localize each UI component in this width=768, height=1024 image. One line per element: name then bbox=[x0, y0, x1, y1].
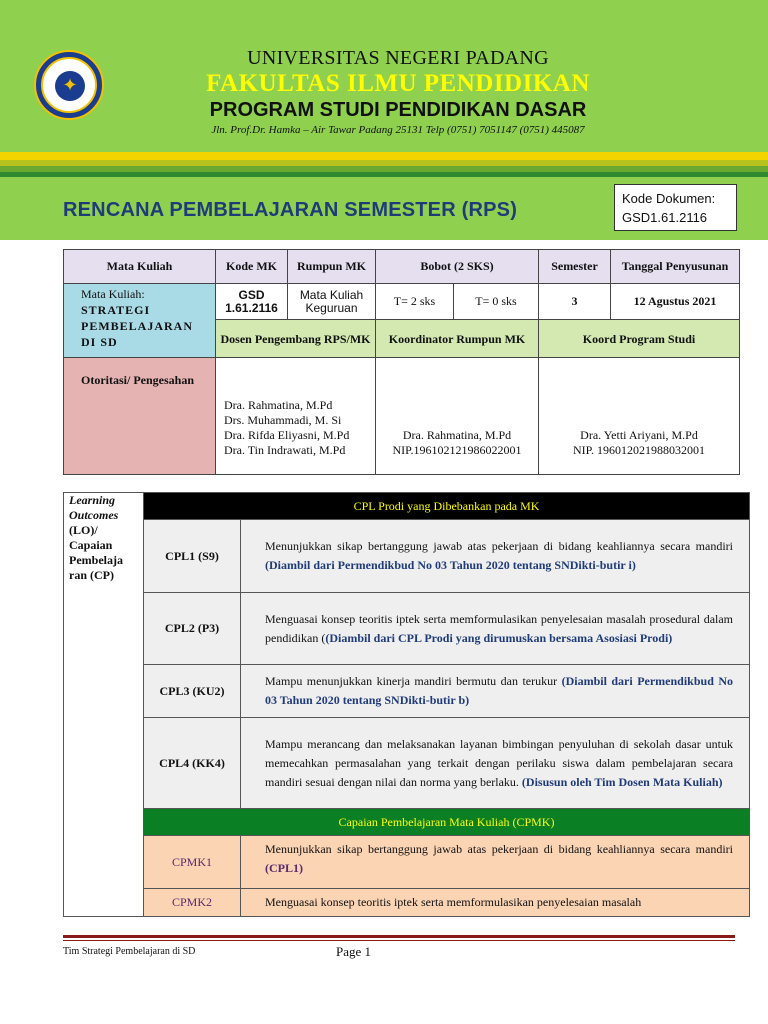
prodi-coordinator-name: Dra. Yetti Ariyani, M.Pd bbox=[580, 428, 698, 442]
cpl-description bbox=[241, 718, 750, 809]
footer-rule-thin bbox=[63, 940, 735, 941]
divider-band-darkgreen bbox=[0, 172, 768, 177]
cpmk-source: (CPL1) bbox=[265, 861, 303, 875]
cpl-description bbox=[241, 665, 750, 718]
cpl-header: CPL Prodi yang Dibebankan pada MK bbox=[144, 493, 750, 520]
header-mata-kuliah: Mata Kuliah bbox=[64, 250, 216, 284]
university-name: UNIVERSITAS NEGERI PADANG bbox=[247, 47, 549, 69]
date-value: 12 Agustus 2021 bbox=[611, 284, 740, 320]
cpl-description bbox=[241, 520, 750, 593]
lecturer-name: Dra. Rifda Eliyasni, M.Pd bbox=[224, 428, 350, 442]
course-name: STRATEGI PEMBELAJARAN DI SD bbox=[81, 303, 194, 349]
cpmk-description bbox=[241, 889, 750, 917]
cpl-text: Menunjukkan sikap bertanggung jawab atas pekerjaan di bidang keahliannya secara mandiri bbox=[265, 539, 734, 553]
header-tanggal: Tanggal Penyusunan bbox=[611, 250, 740, 284]
course-code: GSD 1.61.2116 bbox=[216, 284, 288, 320]
lecturer-name: Drs. Muhammadi, M. Si bbox=[224, 413, 342, 427]
header-koordinator-rumpun: Koordinator Rumpun MK bbox=[376, 320, 539, 358]
header-bobot: Bobot (2 SKS) bbox=[376, 250, 539, 284]
header-koord-prodi: Koord Program Studi bbox=[539, 320, 740, 358]
prodi-coordinator-nip: NIP. 196012021988032001 bbox=[573, 443, 706, 457]
coordinator-signature bbox=[376, 358, 539, 475]
credit-practice: T= 0 sks bbox=[454, 284, 539, 320]
cpmk-code: CPMK2 bbox=[144, 889, 241, 917]
letterhead bbox=[0, 0, 768, 240]
header-dosen-pengembang: Dosen Pengembang RPS/MK bbox=[216, 320, 376, 358]
authorization-label: Otoritasi/ Pengesahan bbox=[64, 358, 216, 475]
lo-label-italic: Learning Outcomes bbox=[69, 493, 119, 522]
document-code-value: GSD1.61.2116 bbox=[622, 210, 708, 225]
cpl-description bbox=[241, 593, 750, 665]
coordinator-name: Dra. Rahmatina, M.Pd bbox=[402, 428, 512, 442]
cpl-code: CPL2 (P3) bbox=[144, 593, 241, 665]
cpl-code: CPL3 (KU2) bbox=[144, 665, 241, 718]
cpmk-header: Capaian Pembelajaran Mata Kuliah (CPMK) bbox=[144, 809, 750, 836]
cpl-code: CPL4 (KK4) bbox=[144, 718, 241, 809]
cpmk-description bbox=[241, 836, 750, 889]
lo-label-rest: (LO)/ Capaian Pembelaja ran (CP) bbox=[69, 523, 123, 582]
cpl-text: Menguasai konsep teoritis iptek serta memformulasikan penyelesaian masalah prosedural dalam pendidikan ( bbox=[265, 611, 734, 645]
coordinator-nip: NIP.196102121986022001 bbox=[392, 443, 522, 457]
header-rumpun-mk: Rumpun MK bbox=[288, 250, 376, 284]
prodi-coordinator-signature bbox=[539, 358, 740, 475]
learning-outcomes-table bbox=[63, 492, 750, 917]
document-code-box bbox=[614, 184, 737, 231]
cpl-source: (Diambil dari Permendikbud No 03 Tahun 2020 tentang SNDikti-butir i) bbox=[265, 558, 636, 572]
developer-lecturers bbox=[216, 358, 376, 475]
footer-rule bbox=[63, 935, 735, 938]
cpl-source: (Diambil dari Permendikbud No 03 Tahun 2020 tentang SNDikti-butir b) bbox=[265, 674, 734, 707]
cpl-source: (Diambil dari CPL Prodi yang dirumuskan bersama Asosiasi Prodi) bbox=[325, 630, 673, 645]
cpl-text: Mampu menunjukkan kinerja mandiri bermutu dan terukur bbox=[265, 674, 562, 688]
cpmk-text: Menguasai konsep teoritis iptek serta memformulasikan penyelesaian masalah bbox=[265, 895, 642, 909]
semester-value: 3 bbox=[539, 284, 611, 320]
document-code-label: Kode Dokumen: bbox=[622, 191, 716, 206]
program-name: PROGRAM STUDI PENDIDIKAN DASAR bbox=[209, 99, 587, 121]
divider-band-yellow bbox=[0, 152, 768, 160]
cpmk-code: CPMK1 bbox=[144, 836, 241, 889]
course-name-cell bbox=[64, 284, 216, 358]
course-group: Mata Kuliah Keguruan bbox=[288, 284, 376, 320]
lecturer-name: Dra. Tin Indrawati, M.Pd bbox=[224, 443, 346, 457]
page-number: Page 1 bbox=[336, 944, 372, 959]
cpl-source: (Disusun oleh Tim Dosen Mata Kuliah) bbox=[521, 774, 723, 789]
document-title: RENCANA PEMBELAJARAN SEMESTER (RPS) bbox=[63, 199, 518, 221]
footer-team: Tim Strategi Pembelajaran di SD bbox=[63, 946, 196, 957]
course-info-table bbox=[63, 249, 740, 475]
cpmk-text: Menunjukkan sikap bertanggung jawab atas pekerjaan di bidang keahliannya secara mandiri bbox=[265, 842, 734, 856]
course-name-label: Mata Kuliah: bbox=[81, 287, 145, 301]
credit-theory: T= 2 sks bbox=[376, 284, 454, 320]
learning-outcomes-label bbox=[64, 493, 144, 917]
header-semester: Semester bbox=[539, 250, 611, 284]
faculty-name: FAKULTAS ILMU PENDIDIKAN bbox=[206, 70, 590, 97]
lecturer-name: Dra. Rahmatina, M.Pd bbox=[224, 398, 333, 412]
header-kode-mk: Kode MK bbox=[216, 250, 288, 284]
cpl-code: CPL1 (S9) bbox=[144, 520, 241, 593]
address-line: Jln. Prof.Dr. Hamka – Air Tawar Padang 25131 Telp (0751) 7051147 (0751) 445087 bbox=[211, 124, 585, 136]
cpl-text: Mampu merancang dan melaksanakan layanan bimbingan penyuluhan di sekolah dasar untuk memecahkan permasalahan yang terkait dengan perilaku siswa dalam pembelajaran secara mandiri sesuai dengan nilai dan norma yang berlaku. bbox=[265, 736, 734, 789]
star-icon: ✦ bbox=[62, 75, 78, 96]
